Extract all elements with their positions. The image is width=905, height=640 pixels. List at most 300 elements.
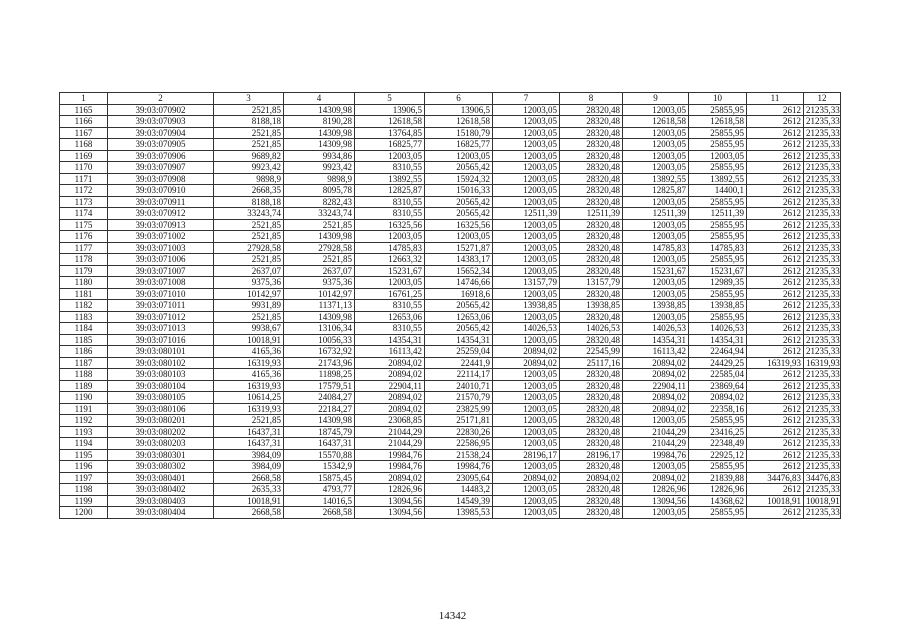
table-cell: 12003,05	[493, 484, 560, 496]
table-cell: 21235,33	[804, 116, 841, 128]
table-cell: 2521,85	[214, 311, 284, 323]
table-cell: 12618,58	[623, 116, 689, 128]
table-cell: 12003,05	[493, 104, 560, 116]
table-cell: 16325,56	[355, 219, 425, 231]
table-cell: 12003,05	[623, 127, 689, 139]
table-cell: 12003,05	[493, 196, 560, 208]
table-cell: 21235,33	[804, 231, 841, 243]
table-cell: 1166	[60, 116, 108, 128]
table-cell: 9934,86	[284, 150, 355, 162]
table-cell: 2612	[747, 507, 804, 519]
table-cell: 2521,85	[214, 231, 284, 243]
table-cell: 39:03:070906	[108, 150, 214, 162]
table-row	[60, 507, 841, 519]
table-cell: 25855,95	[689, 461, 747, 473]
table-cell: 15231,67	[689, 265, 747, 277]
table-cell: 2521,85	[214, 127, 284, 139]
table-cell: 8095,78	[284, 185, 355, 197]
table-cell: 1177	[60, 242, 108, 254]
table-cell: 13906,5	[425, 104, 493, 116]
table-cell: 21044,29	[623, 426, 689, 438]
table-cell: 20894,02	[623, 472, 689, 484]
table-cell: 22348,49	[689, 438, 747, 450]
table-cell: 2612	[747, 334, 804, 346]
table-row	[60, 139, 841, 151]
table-cell: 12003,05	[623, 277, 689, 289]
table-cell: 39:03:080203	[108, 438, 214, 450]
table-cell: 28320,48	[560, 219, 623, 231]
table-cell: 21538,24	[425, 449, 493, 461]
table-cell: 2521,85	[214, 254, 284, 266]
table-cell: 12003,05	[493, 254, 560, 266]
table-cell: 8310,55	[355, 300, 425, 312]
table-cell: 12826,96	[623, 484, 689, 496]
table-cell: 23416,25	[689, 426, 747, 438]
table-cell: 10018,91	[804, 495, 841, 507]
table-cell: 11371,13	[284, 300, 355, 312]
table-cell: 16437,31	[214, 438, 284, 450]
table-cell: 2612	[747, 277, 804, 289]
table-cell: 2612	[747, 196, 804, 208]
table-row	[60, 403, 841, 415]
table-cell: 39:03:071008	[108, 277, 214, 289]
table-cell: 22904,11	[355, 380, 425, 392]
table-row	[60, 173, 841, 185]
table-cell: 39:03:080301	[108, 449, 214, 461]
table-cell: 14383,17	[425, 254, 493, 266]
table-cell: 15271,87	[425, 242, 493, 254]
table-cell: 14026,53	[560, 323, 623, 335]
table-cell: 12003,05	[689, 150, 747, 162]
table-cell: 2612	[747, 104, 804, 116]
table-cell: 20565,42	[425, 300, 493, 312]
table-cell: 12826,96	[355, 484, 425, 496]
table-cell: 2612	[747, 300, 804, 312]
table-cell: 28196,17	[560, 449, 623, 461]
table-cell: 2612	[747, 403, 804, 415]
table-cell: 25117,16	[560, 357, 623, 369]
table-cell: 12003,05	[493, 127, 560, 139]
table-cell: 39:03:071016	[108, 334, 214, 346]
table-cell: 22114,17	[425, 369, 493, 381]
table-cell: 21235,33	[804, 380, 841, 392]
table-cell: 12003,05	[623, 219, 689, 231]
table-cell: 28196,17	[493, 449, 560, 461]
table-cell: 28320,48	[560, 139, 623, 151]
table-cell: 25855,95	[689, 288, 747, 300]
table-row	[60, 369, 841, 381]
table-cell: 28320,48	[560, 507, 623, 519]
table-row	[60, 231, 841, 243]
table-cell: 12825,87	[623, 185, 689, 197]
table-cell: 12003,05	[493, 392, 560, 404]
table-cell: 25855,95	[689, 415, 747, 427]
table-cell: 21570,79	[425, 392, 493, 404]
table-cell: 12653,06	[425, 311, 493, 323]
table-cell: 12003,05	[623, 150, 689, 162]
column-header: 4	[284, 93, 355, 105]
table-cell: 20894,02	[493, 346, 560, 358]
table-cell: 12003,05	[493, 380, 560, 392]
table-cell: 9931,89	[214, 300, 284, 312]
table-cell: 21235,33	[804, 162, 841, 174]
table-cell: 1188	[60, 369, 108, 381]
table-cell: 28320,48	[560, 334, 623, 346]
table-cell: 14549,39	[425, 495, 493, 507]
table-cell: 21235,33	[804, 438, 841, 450]
table-cell: 1171	[60, 173, 108, 185]
table-cell: 2612	[747, 369, 804, 381]
table-cell: 34476,83	[804, 472, 841, 484]
table-cell: 12003,05	[493, 507, 560, 519]
table-cell: 15652,34	[425, 265, 493, 277]
table-cell: 21235,33	[804, 403, 841, 415]
table-cell: 14026,53	[623, 323, 689, 335]
table-cell: 12003,05	[355, 277, 425, 289]
table-cell: 22545,99	[560, 346, 623, 358]
table-row	[60, 472, 841, 484]
table-cell: 28320,48	[560, 254, 623, 266]
table-cell: 25855,95	[689, 139, 747, 151]
table-cell: 13106,34	[284, 323, 355, 335]
table-cell: 12003,05	[623, 231, 689, 243]
table-cell: 14354,31	[623, 334, 689, 346]
table-cell: 8188,18	[214, 196, 284, 208]
table-cell: 39:03:071007	[108, 265, 214, 277]
table-cell: 16437,31	[284, 438, 355, 450]
table-row	[60, 380, 841, 392]
table-cell: 15924,32	[425, 173, 493, 185]
table-cell: 12003,05	[493, 139, 560, 151]
table-cell: 12003,05	[623, 196, 689, 208]
table-cell: 13938,85	[623, 300, 689, 312]
table-cell: 16113,42	[355, 346, 425, 358]
table-cell: 12003,05	[425, 231, 493, 243]
table-cell: 21235,33	[804, 196, 841, 208]
table-cell: 8190,28	[284, 116, 355, 128]
table-cell: 13892,55	[623, 173, 689, 185]
table-cell: 39:03:080104	[108, 380, 214, 392]
table-cell: 12826,96	[689, 484, 747, 496]
table-cell: 24084,27	[284, 392, 355, 404]
table-cell: 28320,48	[560, 288, 623, 300]
table-cell: 12003,05	[493, 415, 560, 427]
table-cell: 25855,95	[689, 104, 747, 116]
table-cell: 39:03:070911	[108, 196, 214, 208]
table-cell: 13892,55	[689, 173, 747, 185]
table-cell: 20565,42	[425, 323, 493, 335]
table-cell: 21235,33	[804, 288, 841, 300]
table-cell: 8310,55	[355, 323, 425, 335]
table-cell: 39:03:080401	[108, 472, 214, 484]
table-header-row	[60, 93, 841, 105]
table-cell: 1169	[60, 150, 108, 162]
table-cell: 13985,53	[425, 507, 493, 519]
table-cell: 10018,91	[747, 495, 804, 507]
table-cell: 10018,91	[214, 334, 284, 346]
table-cell: 10142,97	[284, 288, 355, 300]
table-cell: 2612	[747, 461, 804, 473]
table-cell: 12511,39	[623, 208, 689, 220]
table-cell: 15231,67	[623, 265, 689, 277]
table-cell: 15180,79	[425, 127, 493, 139]
table-cell: 14785,83	[355, 242, 425, 254]
table-cell: 39:03:071011	[108, 300, 214, 312]
table-cell: 22925,12	[689, 449, 747, 461]
table-cell: 12003,05	[493, 369, 560, 381]
table-cell: 39:03:080403	[108, 495, 214, 507]
table-cell: 20565,42	[425, 208, 493, 220]
table-cell: 2612	[747, 231, 804, 243]
table-row	[60, 300, 841, 312]
table-cell: 12003,05	[493, 334, 560, 346]
table-cell: 21235,33	[804, 208, 841, 220]
table-cell: 2612	[747, 484, 804, 496]
table-cell: 14309,98	[284, 139, 355, 151]
table-cell: 16113,42	[623, 346, 689, 358]
table-cell: 12003,05	[493, 461, 560, 473]
table-cell: 9923,42	[214, 162, 284, 174]
table-cell: 21235,33	[804, 242, 841, 254]
column-header: 12	[804, 93, 841, 105]
table-row	[60, 495, 841, 507]
table-cell: 14400,1	[689, 185, 747, 197]
table-cell: 21743,96	[284, 357, 355, 369]
table-cell: 28320,48	[560, 265, 623, 277]
table-cell: 39:03:071002	[108, 231, 214, 243]
table-cell: 24429,25	[689, 357, 747, 369]
table-cell: 20894,02	[623, 369, 689, 381]
table-cell: 39:03:071013	[108, 323, 214, 335]
table-cell: 14026,53	[689, 323, 747, 335]
table-cell: 11898,25	[284, 369, 355, 381]
table-cell: 39:03:070912	[108, 208, 214, 220]
table-row	[60, 254, 841, 266]
table-cell: 1189	[60, 380, 108, 392]
table-cell: 1184	[60, 323, 108, 335]
table-row	[60, 357, 841, 369]
table-cell: 12989,35	[689, 277, 747, 289]
table-cell: 2612	[747, 116, 804, 128]
table-cell: 21235,33	[804, 449, 841, 461]
table-cell: 39:03:080105	[108, 392, 214, 404]
table-cell: 28320,48	[560, 426, 623, 438]
table-cell: 19984,76	[425, 461, 493, 473]
table-cell: 12003,05	[493, 403, 560, 415]
table-cell: 39:03:080202	[108, 426, 214, 438]
table-row	[60, 208, 841, 220]
table-cell: 1179	[60, 265, 108, 277]
table-cell: 2668,58	[214, 507, 284, 519]
table-cell: 12003,05	[623, 461, 689, 473]
table-cell: 21235,33	[804, 311, 841, 323]
table-cell: 39:03:071010	[108, 288, 214, 300]
table-cell: 14746,66	[425, 277, 493, 289]
table-cell: 1167	[60, 127, 108, 139]
table-cell: 28320,48	[560, 116, 623, 128]
table-cell: 12003,05	[425, 150, 493, 162]
table-cell: 13157,79	[493, 277, 560, 289]
table-cell: 39:03:071012	[108, 311, 214, 323]
table-cell: 12003,05	[493, 231, 560, 243]
table-cell: 28320,48	[560, 403, 623, 415]
table-cell: 8310,55	[355, 208, 425, 220]
table-cell: 14026,53	[493, 323, 560, 335]
table-cell: 25855,95	[689, 127, 747, 139]
table-cell: 23869,64	[689, 380, 747, 392]
table-row	[60, 265, 841, 277]
table-cell: 28320,48	[560, 369, 623, 381]
table-cell: 39:03:070902	[108, 104, 214, 116]
table-cell: 28320,48	[560, 484, 623, 496]
table-cell: 2612	[747, 185, 804, 197]
table-cell: 25171,81	[425, 415, 493, 427]
table-cell: 19984,76	[355, 461, 425, 473]
table-cell: 21839,88	[689, 472, 747, 484]
table-cell: 12003,05	[493, 265, 560, 277]
table-cell: 28320,48	[560, 231, 623, 243]
table-cell: 9689,82	[214, 150, 284, 162]
table-cell: 2668,58	[284, 507, 355, 519]
column-header: 2	[108, 93, 214, 105]
table-cell: 21235,33	[804, 415, 841, 427]
table-cell: 20894,02	[560, 472, 623, 484]
table-cell: 2521,85	[214, 104, 284, 116]
table-cell: 12511,39	[560, 208, 623, 220]
table-cell: 1198	[60, 484, 108, 496]
table-cell: 1193	[60, 426, 108, 438]
table-row	[60, 346, 841, 358]
table-cell: 14309,98	[284, 311, 355, 323]
table-cell: 28320,48	[560, 380, 623, 392]
table-cell: 12003,05	[493, 242, 560, 254]
table-row	[60, 449, 841, 461]
table-cell: 14309,98	[284, 127, 355, 139]
table-row	[60, 196, 841, 208]
table-row	[60, 323, 841, 335]
table-cell: 25855,95	[689, 196, 747, 208]
table-cell: 13094,56	[355, 495, 425, 507]
table-cell: 14354,31	[689, 334, 747, 346]
table-cell: 12003,05	[493, 116, 560, 128]
table-cell: 28320,48	[560, 461, 623, 473]
table-cell: 14309,98	[284, 104, 355, 116]
table-cell: 14785,83	[689, 242, 747, 254]
column-header: 9	[623, 93, 689, 105]
table-cell: 34476,83	[747, 472, 804, 484]
table-cell: 20894,02	[493, 472, 560, 484]
table-cell: 12003,05	[493, 288, 560, 300]
table-cell: 21044,29	[355, 438, 425, 450]
table-cell: 39:03:070908	[108, 173, 214, 185]
table-cell: 2612	[747, 415, 804, 427]
table-cell: 21235,33	[804, 507, 841, 519]
table-cell: 25855,95	[689, 231, 747, 243]
table-cell: 39:03:071003	[108, 242, 214, 254]
table-cell: 1176	[60, 231, 108, 243]
table-cell: 1194	[60, 438, 108, 450]
table-row	[60, 277, 841, 289]
table-row	[60, 484, 841, 496]
table-cell: 39:03:071006	[108, 254, 214, 266]
table-cell: 21235,33	[804, 392, 841, 404]
table-cell: 21235,33	[804, 127, 841, 139]
table-cell: 4165,36	[214, 346, 284, 358]
table-cell: 1172	[60, 185, 108, 197]
table-cell: 27928,58	[214, 242, 284, 254]
table-cell: 21044,29	[355, 426, 425, 438]
table-cell: 9898,9	[214, 173, 284, 185]
table-cell: 2668,35	[214, 185, 284, 197]
table-cell: 16918,6	[425, 288, 493, 300]
table-cell: 12003,05	[623, 415, 689, 427]
table-cell: 39:03:080402	[108, 484, 214, 496]
table-cell: 2612	[747, 288, 804, 300]
table-cell: 28320,48	[560, 311, 623, 323]
table-cell: 15570,88	[284, 449, 355, 461]
table-cell: 39:03:080106	[108, 403, 214, 415]
table-cell: 15231,67	[355, 265, 425, 277]
table-cell: 10614,25	[214, 392, 284, 404]
table-row	[60, 127, 841, 139]
table-cell: 16825,77	[355, 139, 425, 151]
table-cell: 2612	[747, 346, 804, 358]
table-cell: 16319,93	[804, 357, 841, 369]
data-table	[59, 92, 841, 519]
table-cell: 28320,48	[560, 150, 623, 162]
table-cell: 24010,71	[425, 380, 493, 392]
table-cell: 28320,48	[560, 196, 623, 208]
table-cell: 16761,25	[355, 288, 425, 300]
table-cell: 13938,85	[689, 300, 747, 312]
column-header: 5	[355, 93, 425, 105]
table-cell: 13938,85	[560, 300, 623, 312]
table-cell: 2612	[747, 323, 804, 335]
table-cell: 15016,33	[425, 185, 493, 197]
table-cell: 12003,05	[623, 162, 689, 174]
table-cell: 20894,02	[623, 403, 689, 415]
table-cell: 13157,79	[560, 277, 623, 289]
table-cell: 12003,05	[493, 162, 560, 174]
table-cell: 22904,11	[623, 380, 689, 392]
table-cell: 8310,55	[355, 196, 425, 208]
table-cell: 28320,48	[560, 392, 623, 404]
table-cell: 12003,05	[493, 311, 560, 323]
table-cell: 12511,39	[689, 208, 747, 220]
table-cell: 16437,31	[214, 426, 284, 438]
table-cell: 21044,29	[623, 438, 689, 450]
table-cell: 1182	[60, 300, 108, 312]
table-cell: 14354,31	[355, 334, 425, 346]
table-cell: 39:03:070905	[108, 139, 214, 151]
table-cell: 1183	[60, 311, 108, 323]
table-cell: 12825,87	[355, 185, 425, 197]
table-cell: 2668,58	[214, 472, 284, 484]
table-cell: 2637,07	[214, 265, 284, 277]
table-cell: 2612	[747, 127, 804, 139]
table-cell: 2612	[747, 438, 804, 450]
table-cell: 16319,93	[214, 403, 284, 415]
table-cell: 25259,04	[425, 346, 493, 358]
table-cell: 28320,48	[560, 242, 623, 254]
table-cell: 16825,77	[425, 139, 493, 151]
table-cell: 15342,9	[284, 461, 355, 473]
table-row	[60, 185, 841, 197]
table-cell: 21235,33	[804, 277, 841, 289]
table-row	[60, 104, 841, 116]
table-row	[60, 426, 841, 438]
table-cell: 12003,05	[623, 311, 689, 323]
